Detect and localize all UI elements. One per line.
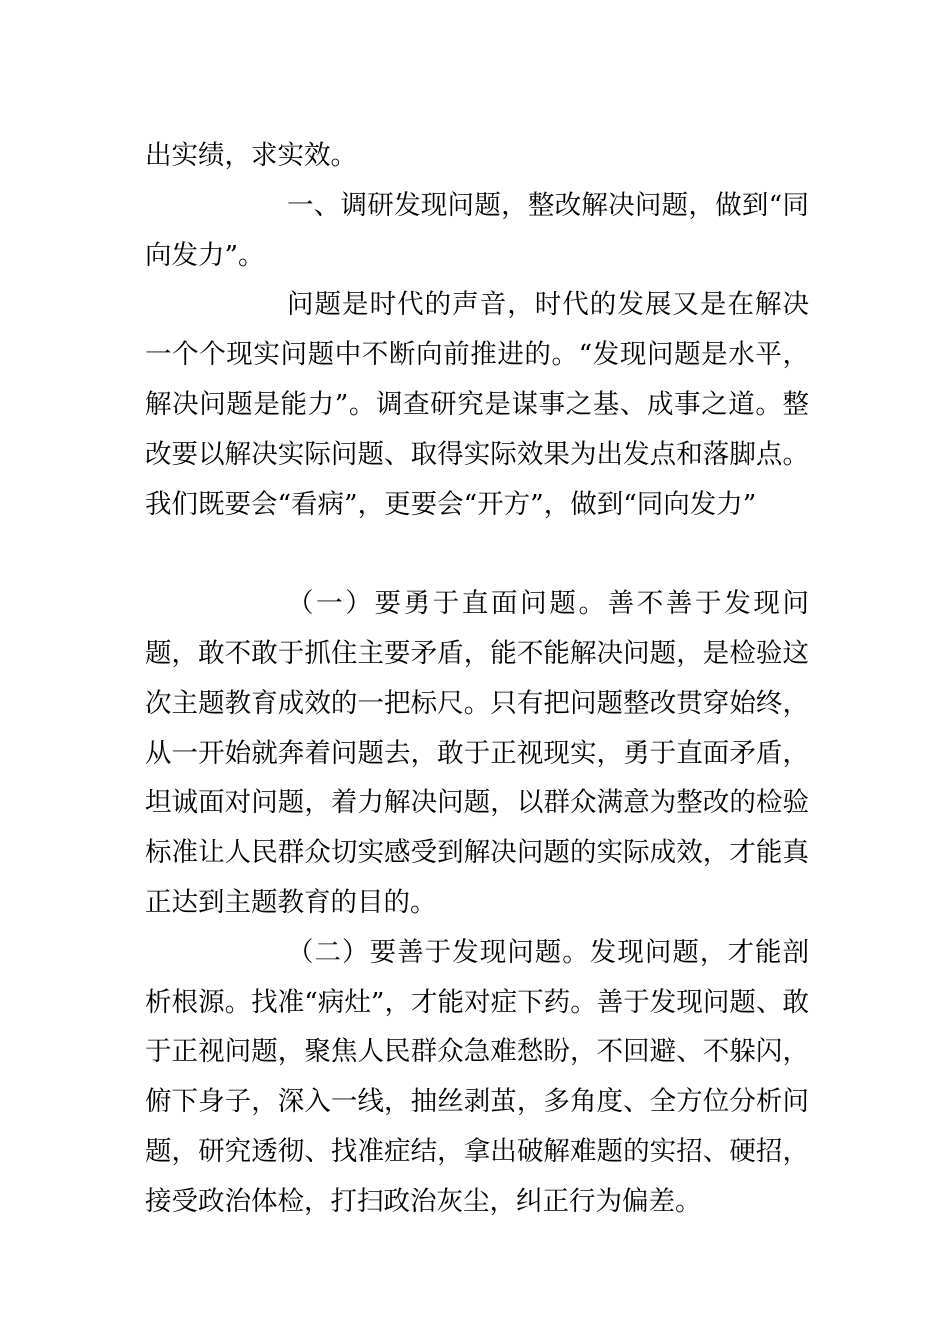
section-heading: 一、调研发现问题，整改解决问题，做到“同向发力”。	[145, 189, 809, 271]
paragraph-continuation: 出实绩，求实效。	[145, 140, 357, 171]
document-body	[145, 131, 809, 1227]
subsection-one: （一）要勇于直面问题。善不善于发现问题，敢不敢于抓住主要矛盾，能不能解决问题，是检验这次主题教育成效的一把标尺。只有把问题整改贯穿始终，从一开始就奔着问题去，敢于正视现实，勇于直面矛盾，坦诚面对问题，着力解决问题，以群众满意为整改的检验标准让人民群众切实感受到解决问题的实际成效，才能真正达到主题教育的目的。	[145, 588, 809, 918]
subsection-two: （二）要善于发现问题。发现问题，才能剖析根源。找准“病灶”，才能对症下药。善于发现问题、敢于正视问题，聚焦人民群众急难愁盼，不回避、不躲闪，俯下身子，深入一线，抽丝剥茧，多角度、全方位分析问题，研究透彻、找准症结，拿出破解难题的实招、硬招，接受政治体检，打扫政治灰尘，纠正行为偏差。	[145, 936, 809, 1217]
blank-line	[145, 529, 809, 579]
paragraph-body: 问题是时代的声音，时代的发展又是在解决一个个现实问题中不断向前推进的。“发现问题是水平，解决问题是能力”。调查研究是谋事之基、成事之道。整改要以解决实际问题、取得实际效果为出发点和落脚点。我们既要会“看病”，更要会“开方”，做到“同向发力”	[145, 289, 809, 520]
